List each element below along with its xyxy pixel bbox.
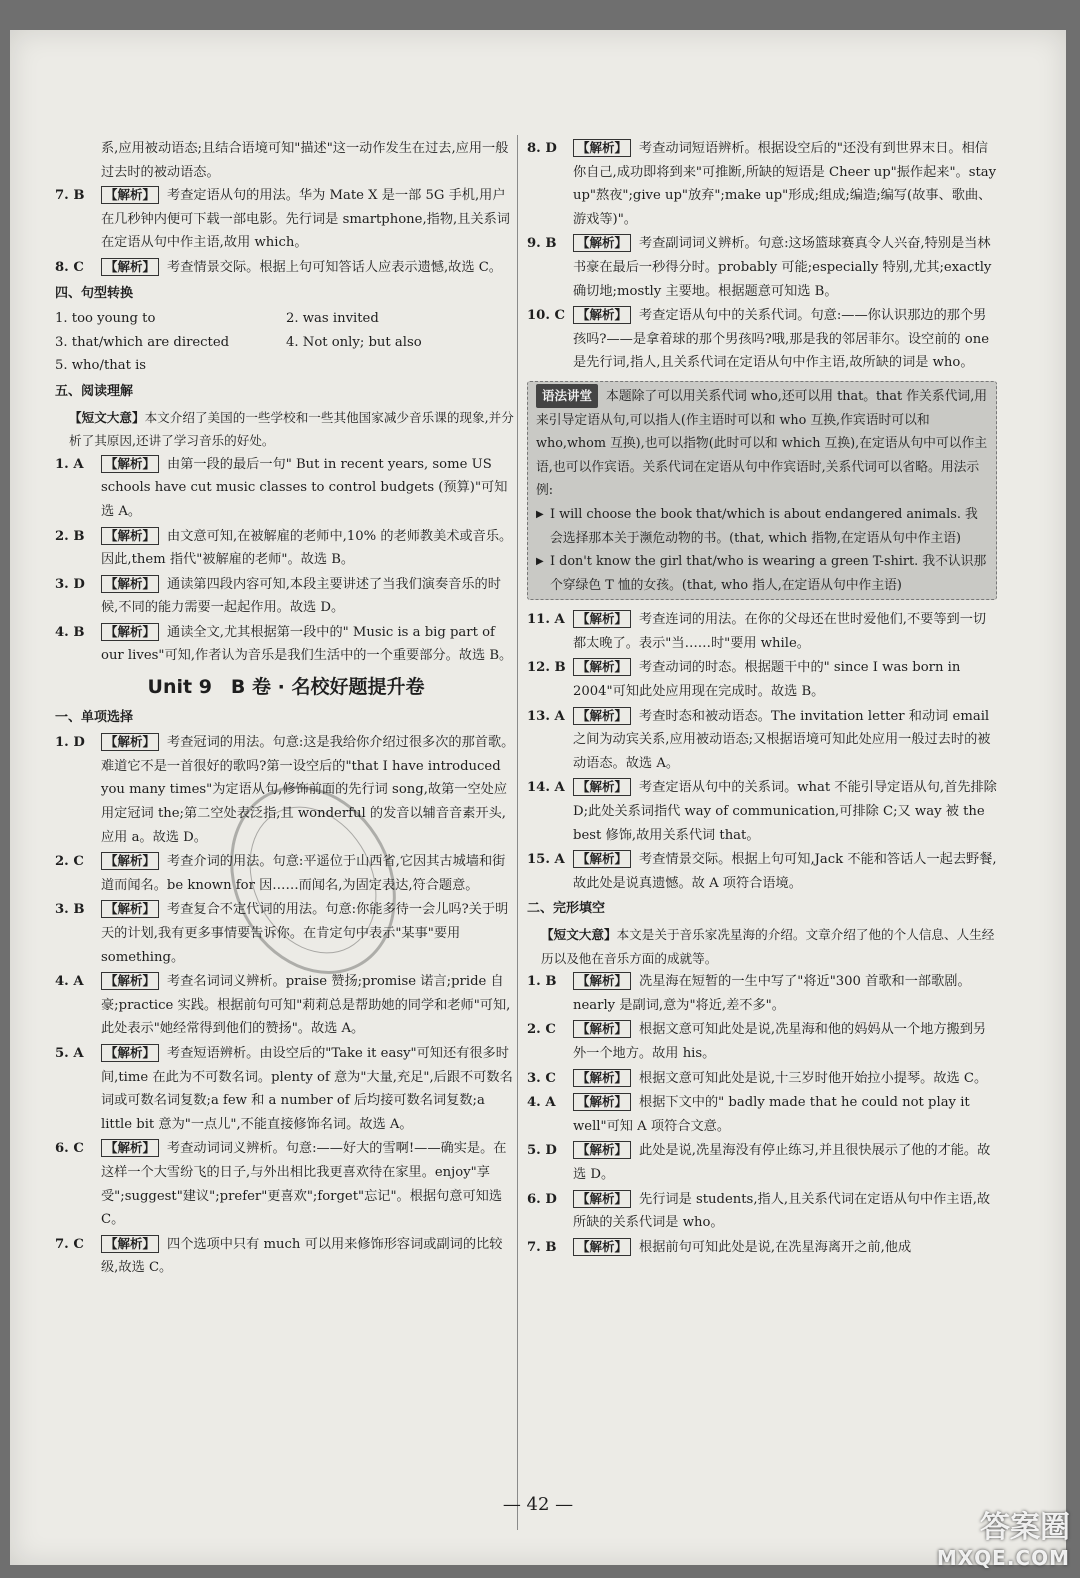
answer-number: 6. D [527,1191,557,1207]
analysis-tag: 【解析】 [101,900,159,918]
analysis-tag: 【解析】 [101,852,159,870]
answer-item [527,1091,997,1138]
answer-number: 14. A [527,780,565,796]
answer-number: 2. C [527,1022,556,1038]
passage-summary [527,923,997,970]
left-column [55,137,517,1281]
section-heading-single-choice: 一、单项选择 [55,709,134,725]
analysis-tag: 【解析】 [101,1139,159,1157]
analysis-tag: 【解析】 [573,1238,631,1256]
column-divider [517,135,518,1530]
answer-item [55,621,517,668]
answer-item [55,1137,517,1231]
analysis-tag: 【解析】 [573,707,631,725]
answer-number: 13. A [527,708,565,724]
answer-item [55,1042,517,1136]
answer-item [55,453,517,524]
analysis-tag: 【解析】 [101,258,159,276]
answer-number: 8. C [55,259,84,275]
answer-number: 10. C [527,308,566,324]
analysis-text: 四个选项中只有 much 可以用来修饰形容词或副词的比较级,故选 C。 [101,1236,503,1276]
analysis-text: 考查复合不定代词的用法。句意:你能多待一会儿吗?关于明天的计划,我有更多事情要告诉你。在肯定句中表示"某事"要用 something。 [101,902,509,965]
answer-number: 3. C [527,1070,556,1086]
answer-item [527,137,997,231]
answer-number: 1. D [55,735,85,751]
analysis-text: 考查情景交际。根据上句可知,Jack 不能和答话人一起去野餐,故此处是说真遗憾。故 A 项符合语境。 [573,852,997,891]
section-heading-sentence-conversion: 四、句型转换 [55,285,134,301]
answer-number: 11. A [527,612,565,628]
analysis-tag: 【解析】 [101,1235,159,1253]
passage-summary [55,406,517,453]
answer-item [527,656,997,703]
usage-example: ▶ I will choose the book that/which is about endangered animals. 我会选择那本关于濒危动物的书。(that, which 指物,在定语从句中作主语) [536,503,988,550]
usage-example: ▶ I don't know the girl that/who is wearing a green T-shirt. 我不认识那个穿绿色 T 恤的女孩。(that, who 指人,在定语从句中作主语) [536,550,988,597]
analysis-text: 考查短语辨析。由设空后的"Take it easy"可知还有很多时间,time 在此为不可数名词。plenty of 意为"大量,充足",后跟不可数名词或可数名词复数;a few 和 a number of 后均接可数名词复数;a little bit 意为"一点儿",不能直接修饰名词。故选 A。 [101,1045,513,1132]
answer-number: 4. A [527,1095,556,1111]
analysis-tag: 【解析】 [573,1020,631,1038]
analysis-text: 由文意可知,在被解雇的老师中,10% 的老师教美术或音乐。因此,them 指代"被解雇的老师"。故选 B。 [101,528,513,568]
answer-item [527,1139,997,1186]
document-page [10,30,1066,1565]
answer-item [527,1018,997,1065]
analysis-text: 考查动词的时态。根据题干中的" since I was born in 2004"可知此处应用现在完成时。故选 B。 [573,660,961,700]
answer-item [55,256,517,280]
answer-number: 1. B [527,974,557,990]
answer-item [55,184,517,255]
answer-number: 6. C [55,1141,84,1157]
analysis-tag: 【解析】 [573,658,631,676]
answer-number: 3. D [55,576,85,592]
conversion-answer: 1. too young to [55,311,156,327]
analysis-text: 冼星海在短暂的一生中写了"将近"300 首歌和一部歌剧。nearly 是副词,意为"将近,差不多"。 [573,974,971,1013]
analysis-text: 考查定语从句中的关系代词。句意:——你认识那边的那个男孩吗?——是拿着球的那个男孩吗?哦,那是我的邻居菲尔。设空前的 one 是先行词,指人,且关系代词在定语从句中作主语,故所缺的词是 who。 [573,308,990,371]
answer-item [55,970,517,1041]
analysis-text: 此处是说,冼星海没有停止练习,并且很快展示了他的才能。故选 D。 [573,1143,991,1182]
analysis-tag: 【解析】 [101,972,159,990]
conversion-answer: 5. who/that is [55,358,147,374]
analysis-text: 考查副词词义辨析。句意:这场篮球赛真令人兴奋,特别是当林书豪在最后一秒得分时。probably 可能;especially 特别,尤其;exactly 确切地;mostly 主要地。根据题意可知选 B。 [573,236,992,299]
analysis-tag: 【解析】 [573,1141,631,1159]
analysis-text: 考查情景交际。根据上句可知答话人应表示遗憾,故选 C。 [167,259,502,275]
answer-item [55,573,517,620]
answer-number: 3. B [55,902,85,918]
analysis-tag: 【解析】 [573,306,631,324]
answer-item [527,1188,997,1235]
analysis-tag: 【解析】 [101,733,159,751]
section-heading-reading: 五、阅读理解 [55,383,134,399]
analysis-text: 先行词是 students,指人,且关系代词在定语从句中作主语,故所缺的关系代词是 who。 [573,1191,991,1231]
site-watermark [937,1502,1070,1570]
answer-item [527,970,997,1017]
answer-item [527,848,997,895]
analysis-text: 考查介词的用法。句意:平遥位于山西省,它因其古城墙和街道而闻名。be known for 因……而闻名,为固定表达,符合题意。 [101,854,506,893]
analysis-text: 考查定语从句的用法。华为 Mate X 是一部 5G 手机,用户在几秒钟内便可下载一部电影。先行词是 smartphone,指物,且关系词在定语从句中作主语,故用 which。 [101,188,510,251]
analysis-tag: 【解析】 [101,186,159,204]
analysis-text: 考查冠词的用法。句意:这是我给你介绍过很多次的那首歌。难道它不是一首很好的歌吗?第一设空后的"that I have introduced you many times"为定语从句,修饰前面的先行词 song,故第一空处应用定冠词 the;第二空处表泛指,且 wonderful 的发音以辅音音素开头,应用 a。故选 D。 [101,735,515,845]
answer-number: 1. A [55,456,84,472]
answer-number: 4. A [55,974,84,990]
summary-label: 【短文大意】 [541,927,617,942]
answer-item [527,232,997,303]
analysis-text: 通读全文,尤其根据第一段中的" Music is a big part of our lives"可知,作者认为音乐是我们生活中的一个重要部分。故选 B。 [101,624,513,664]
analysis-text: 考查动词词义辨析。句意:——好大的雪啊!——确实是。在这样一个大雪纷飞的日子,与外出相比我更喜欢待在家里。enjoy"享受";suggest"建议";prefer"更喜欢";forget"忘记"。根据句意可知选 C。 [101,1141,507,1228]
analysis-text: 根据文意可知此处是说,十三岁时他开始拉小提琴。故选 C。 [639,1070,988,1086]
analysis-text: 根据下文中的" badly made that he could not play it well"可知 A 项符合文意。 [573,1095,970,1134]
answer-item [55,1233,517,1280]
watermark-logo-text: 答案圈 [980,1510,1070,1545]
answer-number: 5. A [55,1045,84,1061]
analysis-tag: 【解析】 [573,1069,631,1087]
watermark-url: MXQE.COM [936,1546,1070,1570]
answer-number: 2. C [55,854,84,870]
answer-item [527,776,997,847]
answer-item [527,304,997,375]
answer-number: 9. B [527,236,557,252]
page-number: — 42 — [502,1494,574,1515]
grammar-lecture-heading: 语法讲堂 [536,384,598,408]
answer-number: 12. B [527,660,566,676]
right-column [527,137,997,1260]
analysis-tag: 【解析】 [573,1190,631,1208]
analysis-tag: 【解析】 [101,575,159,593]
answer-number: 8. D [527,141,557,156]
summary-text: 本文是关于音乐家冼星海的介绍。文章介绍了他的个人信息、人生经历以及他在音乐方面的成就等。 [541,927,995,966]
answer-number: 7. B [527,1239,557,1255]
answer-item [55,525,517,572]
analysis-text: 考查时态和被动语态。The invitation letter 和动词 email 之间为动宾关系,应用被动语态;又根据语境可知此处应用一般过去时的被动语态。故选 A。 [573,708,991,771]
analysis-text: 根据文意可知此处是说,冼星海和他的妈妈从一个地方搬到另外一个地方。故用 his。 [573,1022,987,1061]
analysis-text: 根据前句可知此处是说,在冼星海离开之前,他成 [639,1239,912,1255]
conversion-answers [55,307,517,378]
conversion-answer: 3. that/which are directed [55,334,230,350]
conversion-answer: 4. Not only; but also [286,334,422,350]
grammar-lecture-box [527,381,997,600]
section-heading-cloze: 二、完形填空 [527,901,606,917]
analysis-tag: 【解析】 [573,610,631,628]
analysis-tag: 【解析】 [573,778,631,796]
analysis-tag: 【解析】 [101,623,159,641]
grammar-lecture-text: 本题除了可以用关系代词 who,还可以用 that。that 作关系代词,用来引导定语从句,可以指人(作主语时可以和 who 互换,作宾语时可以和 who,whom 互换),也可以指物(此时可以和 which 互换),在定语从句中可以作主语,也可以作宾语。关系代词在定语从句中作宾语时,关系代词可以省略。用法示例: [536,388,988,499]
analysis-text: 考查连词的用法。在你的父母还在世时爱他们,不要等到一切都太晚了。表示"当……时"要用 while。 [573,612,987,651]
analysis-tag: 【解析】 [101,455,159,473]
answer-number: 2. B [55,528,85,544]
analysis-text: 考查名词词义辨析。praise 赞扬;promise 诺言;pride 自豪;practice 实践。根据前句可知"莉莉总是帮助她的同学和老师"可知,此处表示"她经常得到他们的赞扬"。故选 A。 [101,974,511,1037]
answer-number: 4. B [55,624,85,640]
summary-label: 【短文大意】 [69,409,145,425]
analysis-tag: 【解析】 [573,234,631,252]
unit-title: Unit 9 B 卷 · 名校好题提升卷 [147,676,425,699]
analysis-tag: 【解析】 [573,972,631,990]
summary-text: 本文介绍了美国的一些学校和一些其他国家减少音乐课的现象,并分析了其原因,还讲了学习音乐的好处。 [69,409,514,449]
analysis-tag: 【解析】 [101,1044,159,1062]
answer-item [527,608,997,655]
analysis-text: 考查动词短语辨析。根据设空后的"还没有到世界末日。相信你自己,成功即将到来"可推断,所缺的短语是 Cheer up"振作起来"。stay up"熬夜";give up"放弃";make up"形成;组成;编造;编写(故事、歌曲、游戏等)"。 [573,141,997,227]
analysis-tag: 【解析】 [573,850,631,868]
answer-item [527,705,997,776]
answer-number: 15. A [527,852,565,868]
answer-number: 5. D [527,1143,557,1159]
analysis-text: 由第一段的最后一句" But in recent years, some US schools have cut music classes to control budgets (预算)"可知选 A。 [101,456,508,519]
answer-item [527,1067,997,1091]
answer-number: 7. B [55,188,85,204]
answer-item [527,1236,997,1260]
analysis-text: 通读第四段内容可知,本段主要讲述了当我们演奏音乐的时候,不同的能力需要一起起作用。故选 D。 [101,576,501,616]
analysis-text: 考查定语从句中的关系词。what 不能引导定语从句,首先排除 D;此处关系词指代 way of communication,可排除 C;又 way 被 the best 修饰,故用关系代词 that。 [573,780,997,843]
answer-number: 7. C [55,1236,84,1252]
analysis-tag: 【解析】 [573,1093,631,1111]
continued-text: 系,应用被动语态;且结合语境可知"描述"这一动作发生在过去,应用一般过去时的被动语态。 [101,141,509,180]
analysis-tag: 【解析】 [573,139,631,157]
conversion-answer: 2. was invited [286,311,379,327]
analysis-tag: 【解析】 [101,527,159,545]
